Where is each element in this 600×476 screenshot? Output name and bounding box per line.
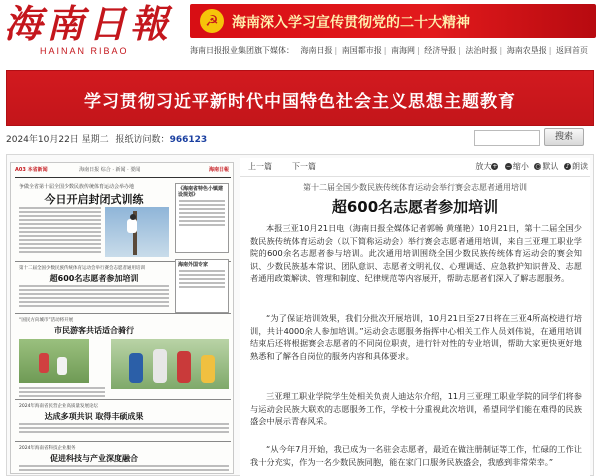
article-paragraph: 本报三亚10月21日电（海南日报全媒体记者郭畅 黄瑾艳）10月21日，第十二届全国少数民族传统体育运动会（以下简称运动会）举行赛会志愿者通用培训，来自三亚理工职业学院的600余名志愿者参与培训。此次通用培训围绕全国少数民族传统体育运动会的赛会知识、少数民族基本常识、团队意识、志愿者文明礼仪、心理调适、应急救护知识普及、志愿者通用政策解读、管理和制度、纪律规范等内容展开，帮助志愿者们深入了解志愿服务。	[250, 223, 582, 284]
search-input[interactable]	[474, 130, 540, 146]
page-header	[15, 166, 231, 176]
page-rule	[15, 399, 231, 400]
story2-text	[19, 285, 169, 309]
next-article-link[interactable]: 下一篇	[292, 162, 316, 171]
logo-text: 海南日報	[4, 1, 173, 46]
logo-pinyin: HAINAN RIBAO	[40, 46, 129, 56]
article-paragraph: “从今年7月开始，我已成为一名驻会志愿者，最近在做注册制证等工作，忙碌的工作让我十分充实，作为一名少数民族同胞，能在家门口服务民族盛会，我感到非常荣幸。”	[250, 444, 582, 467]
page-rule	[15, 177, 231, 178]
default-label: 默认	[542, 162, 559, 171]
side-title-1: 《海南省特色小镇建设规划》	[178, 186, 224, 198]
media-lead: 海南日报报业集团旗下媒体：	[190, 46, 294, 55]
visits-count: 966123	[169, 135, 208, 145]
top-banner-text: 海南深入学习宣传贯彻党的二十大精神	[232, 15, 470, 31]
story3-photo-1	[19, 339, 89, 383]
article-paragraph: 三亚理工职业学院学生处相关负责人迪达尔介绍，11月三亚理工职业学院的同学们将参与运动会民族大联欢的志愿服务工作，学校十分重视此次培训，希望同学们能在难得的民族盛会中展示青春风采。	[250, 391, 582, 427]
theme-banner-text: 学习贯彻习近平新时代中国特色社会主义思想主题教育	[84, 92, 516, 112]
sidebar-box-2	[175, 259, 229, 313]
read-aloud-label: 朗读	[572, 162, 588, 171]
home-link[interactable]: 返回首页	[556, 46, 589, 55]
top-banner[interactable]	[190, 4, 596, 38]
story1-headline[interactable]: 今日开启封闭式训练	[44, 193, 144, 206]
media-link-nanguo[interactable]: 南国都市报	[341, 46, 382, 55]
text-tools	[472, 160, 588, 174]
divider: |	[499, 46, 503, 55]
search-button[interactable]: 搜索	[544, 128, 584, 146]
article-paragraph: “为了保证培训效果，我们分批次开展培训，10月21日至27日将在三亚4所高校进行培训，共计4000余人参加培训。”运动会志愿服务指挥中心相关工作人员刘伟说，在通用培训结束后还将根据赛会志愿者的不同岗位职责，进行针对性的专业培训，帮助大家更快更好地熟悉和了解各自岗位的服务内容和具体要求。	[250, 313, 582, 361]
story1-photo	[105, 207, 169, 257]
newspaper-page-image[interactable]	[10, 162, 234, 474]
zoom-out-button[interactable]	[505, 160, 529, 174]
story4-kicker: 2024年海南省民营企业高质量发展论坛	[19, 404, 98, 409]
story5-headline[interactable]: 促进科技与产业深度融合	[50, 454, 138, 463]
story3-headline[interactable]: 市民游客共话适合骑行	[54, 326, 134, 335]
zoom-out-label: 缩小	[512, 162, 529, 171]
issue-date: 2024年10月22日 星期二	[6, 135, 109, 145]
divider: |	[458, 46, 461, 55]
story4-text	[19, 423, 229, 435]
article-panel	[240, 158, 590, 476]
page-rule	[15, 313, 231, 314]
media-link-nanhai[interactable]: 南海网	[391, 46, 416, 55]
story3-kicker: “国民方向城市”活动将开展	[19, 318, 74, 323]
page-header-mid: 海南日报 综合 · 新闻 · 要闻	[79, 167, 141, 173]
media-link-fazhi[interactable]: 法治时报	[465, 46, 498, 55]
default-size-button[interactable]	[534, 160, 558, 174]
sidebar-box-1	[175, 183, 229, 253]
story1-kicker: 争做全省第十届全国少数民族传统体育运动会举办地	[19, 184, 135, 190]
story5-text	[19, 465, 229, 473]
divider: |	[383, 46, 387, 55]
zoom-in-button[interactable]	[475, 160, 499, 174]
prev-article-link[interactable]: 上一篇	[248, 162, 272, 171]
divider: |	[548, 46, 552, 55]
zoom-in-label: 放大	[475, 162, 492, 171]
media-link-hainan-ribao[interactable]: 海南日报	[300, 46, 333, 55]
article-title: 超600名志愿者参加培训	[331, 198, 499, 216]
zoom-in-icon: +	[492, 163, 498, 170]
default-icon: ○	[535, 163, 541, 170]
divider: |	[334, 46, 338, 55]
media-links-bar	[190, 44, 596, 58]
story3-text	[19, 387, 105, 399]
voice-icon: ♪	[565, 163, 570, 170]
divider: |	[417, 46, 420, 55]
page-header-logo: 海南日報	[208, 167, 229, 173]
zoom-out-icon: −	[505, 163, 511, 170]
page-section: A03 本省新闻	[15, 167, 48, 173]
article-nav	[240, 160, 590, 174]
media-link-nongken[interactable]: 海南农垦报	[506, 46, 547, 55]
article-subtitle: 第十二届全国少数民族传统体育运动会举行赛会志愿者通用培训	[303, 183, 527, 192]
divider	[240, 176, 590, 177]
story4-headline[interactable]: 达成多项共识 取得丰硕成果	[44, 412, 144, 421]
story5-kicker: 2024年海南省科技企业服务	[19, 446, 76, 451]
media-link-jingji[interactable]: 经济导报	[424, 46, 457, 55]
hainan-daily-logo[interactable]	[4, 1, 182, 58]
visits-label: 报纸访问数：	[115, 135, 170, 145]
story1-text	[19, 207, 101, 255]
party-emblem-icon: ☭	[200, 9, 224, 33]
story2-headline[interactable]: 超600名志愿者参加培训	[49, 274, 139, 283]
site-header	[0, 0, 600, 62]
story2-kicker: 第十二届全国少数民族传统体育运动会举行赛会志愿者通用培训	[19, 266, 145, 271]
side-title-2: 海南外国专家	[178, 262, 209, 268]
page-rule	[15, 441, 231, 442]
read-aloud-button[interactable]	[564, 160, 588, 174]
story3-photo-2	[111, 339, 229, 389]
theme-education-banner[interactable]	[6, 70, 594, 126]
